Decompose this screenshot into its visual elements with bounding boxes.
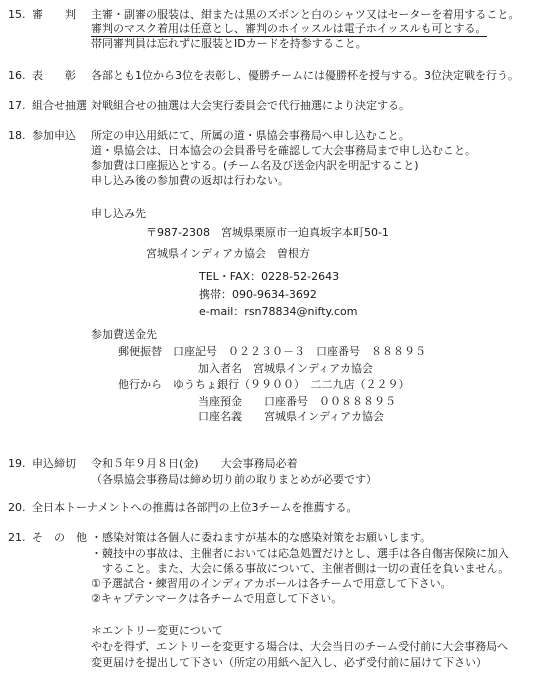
section-15-heading: 審 判 <box>32 8 76 21</box>
section-15-line-3: 帯同審判員は忘れずに服装とIDカードを持参すること。 <box>91 37 367 50</box>
section-20-number: 20. <box>8 501 26 514</box>
remit-to-label: 参加費送金先 <box>91 328 157 341</box>
section-18-line-3: 参加費は口座振込とする。(チーム名及び送金内訳を明記すること) <box>91 159 419 172</box>
apply-to-label: 申し込み先 <box>91 207 146 220</box>
section-21-line-3: すること。また、大会に係る事故について、主催者側は一切の責任を負いません。 <box>91 562 510 575</box>
section-16-number: 16. <box>8 69 26 82</box>
remit-account-name: 口座名義 宮城県インディアカ協会 <box>198 410 385 423</box>
remit-account-type: 当座預金 口座番号 ００８８８９５ <box>198 395 396 408</box>
section-19-number: 19. <box>8 457 26 470</box>
entry-change-line-1: やむを得ず、エントリーを変更する場合は、大会当日のチーム受付前に大会事務局へ <box>91 640 509 653</box>
section-19-line-1: 令和５年９月８日(金) 大会事務局必着 <box>91 457 298 470</box>
section-18-line-2: 道・県協会は、日本協会の会員番号を確認して大会事務局まで申し込むこと。 <box>91 144 476 157</box>
remit-postal-name: 加入者名 宮城県インディアカ協会 <box>198 362 374 375</box>
apply-to-mobile: 携帯：090-9634-3692 <box>199 288 317 301</box>
section-17-line-1: 対戦組合せの抽選は大会実行委員会で代行抽選により決定する。 <box>91 99 410 112</box>
section-17-heading: 組合せ抽選 <box>32 99 87 112</box>
remit-bank: 他行から ゆうちょ銀行（９９００） 二二九店（２２９） <box>118 378 410 391</box>
section-15-line-2: 審判のマスク着用は任意とし、審判のホイッスルは電子ホイッスルも可とする。 <box>91 22 487 35</box>
section-19-heading: 申込締切 <box>32 457 76 470</box>
section-18-number: 18. <box>8 129 26 142</box>
remit-postal: 郵便振替 口座記号 ０２２３０－３ 口座番号 ８８８９５ <box>118 345 426 358</box>
section-21-line-1: ・感染対策は各個人に委ねますが基本的な感染対策をお願いします。 <box>91 531 432 544</box>
section-18-heading: 参加申込 <box>32 129 76 142</box>
section-21-line-4: ①予選試合・練習用のインディアカボールは各チームで用意して下さい。 <box>91 577 452 590</box>
apply-to-org: 宮城県インディアカ協会 曽根方 <box>146 247 311 260</box>
section-15-number: 15. <box>8 8 26 21</box>
section-21-heading: そ の 他 <box>32 531 87 544</box>
apply-to-tel: TEL・FAX：0228-52-2643 <box>199 270 340 283</box>
entry-change-line-2: 変更届けを提出して下さい（所定の用紙へ記入し、必ず受付前に届けて下さい） <box>91 656 487 669</box>
section-15-line-1: 主審・副審の服装は、紺または黒のズボンと白のシャツ又はセーターを着用すること。 <box>91 8 520 21</box>
section-16-line-1: 各部とも1位から3位を表彰し、優勝チームには優勝杯を授与する。3位決定戦を行う。 <box>91 69 519 82</box>
entry-change-title: ＊エントリー変更について <box>91 624 223 637</box>
apply-to-email: e-mail：rsn78834@nifty.com <box>199 305 358 318</box>
section-21-line-2: ・競技中の事故は、主催者においては応急処置だけとし、選手は各自傷害保険に加入 <box>91 547 509 560</box>
section-18-line-1: 所定の申込用紙にて、所属の道・県協会事務局へ申し込むこと。 <box>91 129 410 142</box>
section-16-heading: 表 彰 <box>32 69 76 82</box>
section-21-line-5: ②キャプテンマークは各チームで用意して下さい。 <box>91 592 343 605</box>
apply-to-address: 〒987-2308 宮城県栗原市一迫真坂字本町50-1 <box>146 226 389 239</box>
section-18-line-4: 申し込み後の参加費の返却は行わない。 <box>91 174 289 187</box>
section-20-line-1: 全日本トーナメントへの推薦は各部門の上位3チームを推薦する。 <box>32 501 358 514</box>
section-21-number: 21. <box>8 531 26 544</box>
section-19-line-2: （各県協会事務局は締め切り前の取りまとめが必要です） <box>91 473 377 486</box>
section-17-number: 17. <box>8 99 26 112</box>
